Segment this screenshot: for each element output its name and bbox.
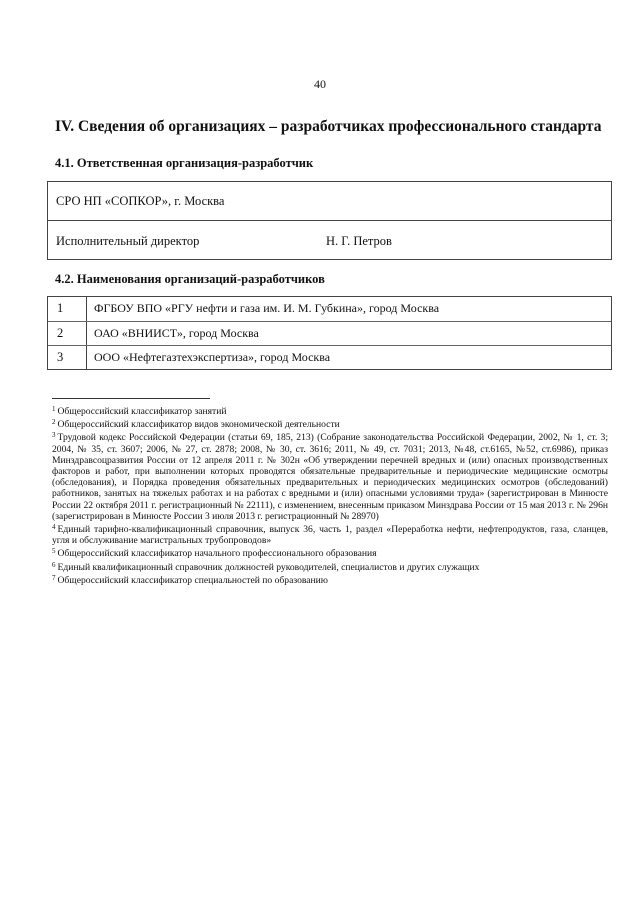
responsible-org-table	[47, 181, 612, 260]
footnote-text: Единый тарифно-квалификационный справочник, выпуск 36, часть 1, раздел «Переработка нефти, нефтепродуктов, газа, сланцев, угля и обслуживание магистральных трубопроводов»	[52, 524, 608, 547]
footnote-text: Общероссийский классификатор начального профессионального образования	[57, 548, 377, 560]
responsible-org-name: СРО НП «СОПКОР», г. Москва	[56, 194, 225, 208]
row-number-cell	[48, 346, 87, 370]
org-name: ООО «Нефтегазтехэкспертиза», город Москва	[94, 350, 331, 364]
footnote-text: Трудовой кодекс Российской Федерации (статьи 69, 185, 213) (Собрание законодательства Российской Федерации, 2002, № 1, ст. 3; 2004, № 35, ст. 3607; 2006, № 27, ст. 2878; 2008, № 30, ст. 3616; 2011, № 49, ст. 7031; 2013, №48, ст.6165, №52, ст.6986), приказ Минздравсоцразвития России от 12 апреля 2011 г. № 302н «Об утверждении перечней вредных и (или) опасных производственных факторов и работ, при выполнении которых проводятся обязательные предварительные и периодические медицинские осмотры (обследования), и Порядка проведения обязательных предварительных и периодических медицинских осмотров (обследований) работников, занятых на тяжелых работах и на работах с вредными и (или) опасными условиями труда» (зарегистрирован в Минюсте России 22 октября 2011 г. регистрационный № 22111), с изменением, внесенным приказом Минздрава России от 15 мая 2013 г. № 296н (зарегистрирован в Минюсте России 3 июля 2013 г. регистрационный № 28970)	[52, 432, 608, 522]
footnote-mark: 4	[52, 523, 56, 532]
row-number-cell	[48, 297, 87, 321]
footnote	[52, 573, 608, 586]
footnote	[52, 560, 608, 573]
table-row	[48, 345, 611, 370]
org-name: ФГБОУ ВПО «РГУ нефти и газа им. И. М. Губкина», город Москва	[94, 301, 440, 315]
footnote-text: Общероссийский классификатор видов экономической деятельности	[57, 419, 340, 431]
responsible-org-heading: 4.1. Ответственная организация-разработчик	[55, 156, 314, 170]
signatory-name: Н. Г. Петров	[326, 234, 392, 248]
row-number: 1	[57, 301, 64, 315]
footnote	[52, 404, 608, 417]
responsible-org-row	[48, 182, 611, 221]
page-number: 40	[314, 77, 326, 91]
signatory-position: Исполнительный директор	[56, 234, 200, 248]
footnote	[52, 430, 608, 522]
footnote-mark: 6	[52, 560, 56, 569]
footnotes	[52, 404, 608, 586]
footnote-separator	[52, 398, 210, 399]
footnote	[52, 546, 608, 559]
footnote	[52, 522, 608, 546]
row-number: 2	[57, 326, 64, 340]
developer-orgs-heading: 4.2. Наименования организаций-разработчиков	[55, 272, 325, 286]
developer-orgs-table	[47, 296, 612, 370]
footnote-mark: 2	[52, 418, 56, 427]
table-row	[48, 297, 611, 321]
footnote-text: Единый квалификационный справочник должностей руководителей, специалистов и других служащих	[57, 561, 480, 573]
org-name: ОАО «ВНИИСТ», город Москва	[94, 326, 259, 340]
section-title: IV. Сведения об организациях – разработчиках профессионального стандарта	[55, 118, 602, 135]
footnote-mark: 5	[52, 547, 56, 556]
footnote-text: Общероссийский классификатор специальностей по образованию	[57, 574, 328, 586]
footnote	[52, 417, 608, 430]
footnote-mark: 3	[52, 431, 56, 440]
table-row	[48, 321, 611, 346]
footnote-text: Общероссийский классификатор занятий	[57, 406, 227, 417]
row-number: 3	[57, 350, 64, 364]
row-number-cell	[48, 322, 87, 346]
footnote-mark: 7	[52, 573, 56, 582]
footnote-mark: 1	[52, 405, 56, 413]
